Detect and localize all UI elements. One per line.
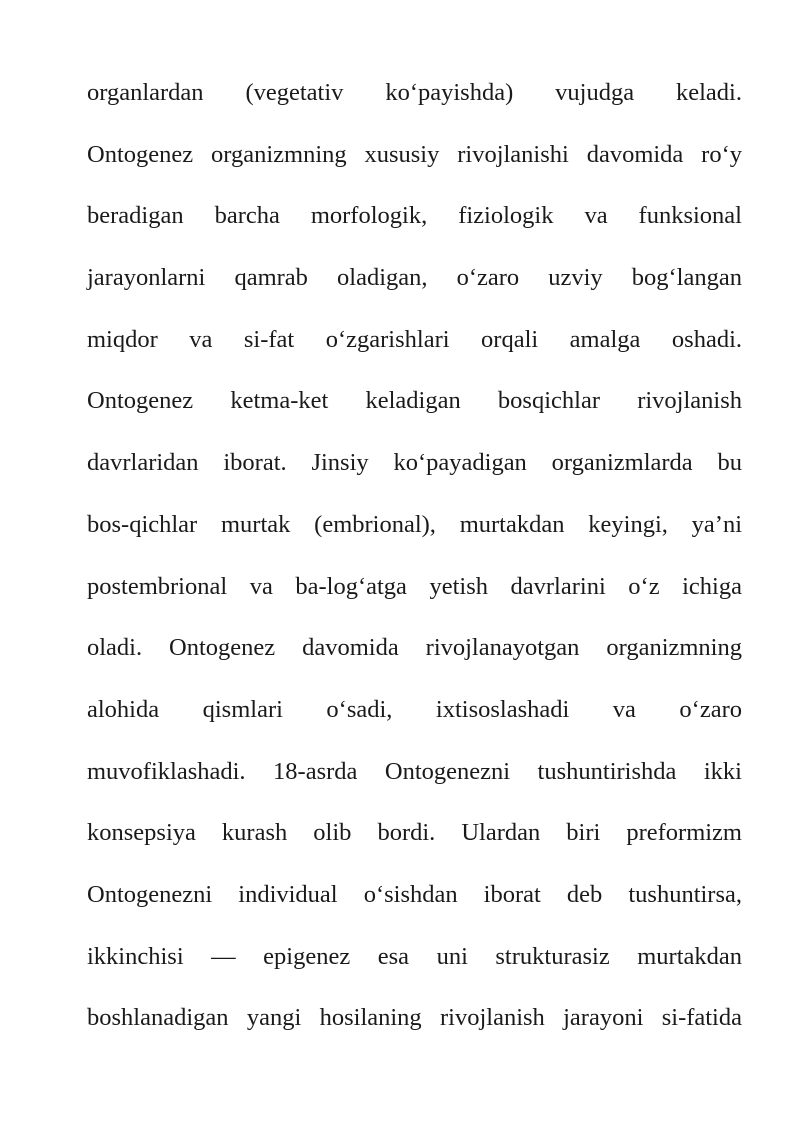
text-line: boshlanadigan yangi hosilaning rivojlanish jarayoni si-fatida — [87, 1004, 742, 1032]
text-line: postembrional va ba-log‘atga yetish davrlarini o‘z ichiga — [87, 572, 742, 600]
text-line: organlardan (vegetativ ko‘payishda) vujudga keladi. — [87, 79, 742, 106]
text-line: muvofiklashadi. 18-asrda Ontogenezni tushuntirishda ikki — [87, 757, 742, 785]
text-line: ikkinchisi — epigenez esa uni strukturasiz murtakdan — [87, 942, 742, 970]
text-line: Ontogenez ketma-ket keladigan bosqichlar rivojlanish — [87, 387, 742, 415]
text-line: beradigan barcha morfologik, fiziologik va funksional — [87, 202, 742, 230]
text-line: bos-qichlar murtak (embrional), murtakdan keyingi, ya’ni — [87, 510, 742, 538]
body-paragraph — [87, 72, 742, 1059]
text-line: Ontogenez organizmning xususiy rivojlanishi davomida ro‘y — [87, 140, 742, 168]
text-line: konsepsiya kurash olib bordi. Ulardan biri preformizm — [87, 819, 742, 847]
text-line: miqdor va si-fat o‘zgarishlari orqali amalga oshadi. — [87, 325, 742, 353]
text-line: oladi. Ontogenez davomida rivojlanayotgan organizmning — [87, 634, 742, 662]
text-line: Ontogenezni individual o‘sishdan iborat deb tushuntirsa, — [87, 880, 742, 908]
text-line: alohida qismlari o‘sadi, ixtisoslashadi va o‘zaro — [87, 695, 742, 723]
text-line: davrlaridan iborat. Jinsiy ko‘payadigan organizmlarda bu — [87, 449, 742, 477]
text-line: jarayonlarni qamrab oladigan, o‘zaro uzviy bog‘langan — [87, 264, 742, 292]
